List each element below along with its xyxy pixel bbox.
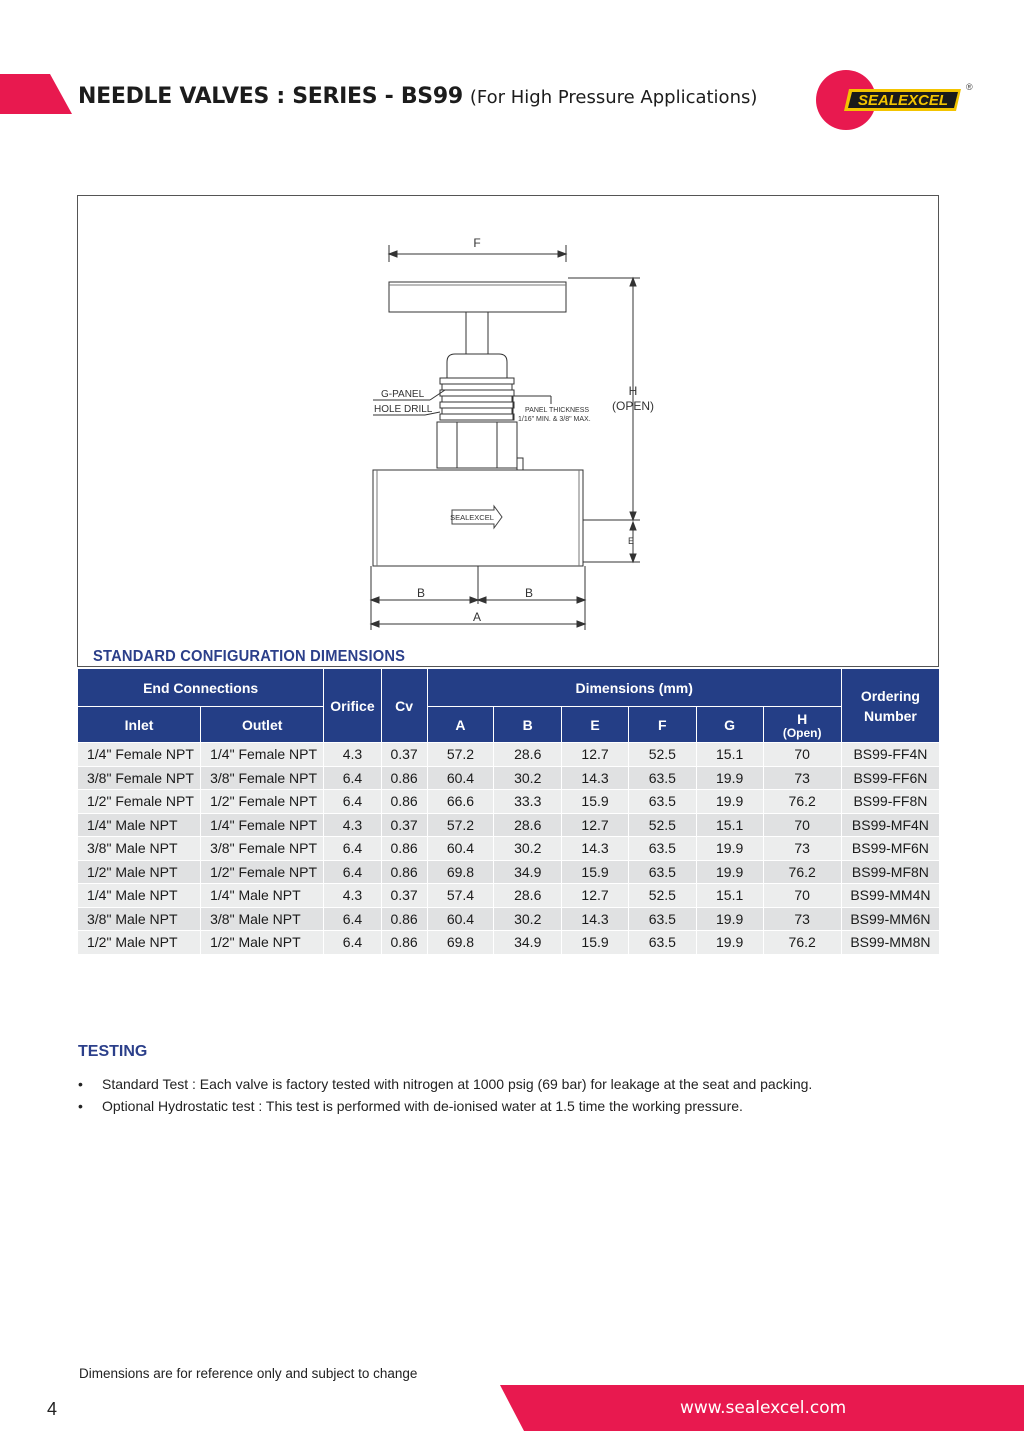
header-h-note: (Open) (782, 725, 822, 740)
testing-item-text: Standard Test : Each valve is factory tested with nitrogen at 1000 psig (69 bar) for leakage at the seat and packing. (102, 1076, 813, 1092)
table-cell: 14.3 (562, 837, 629, 861)
header-outlet: Outlet (201, 707, 324, 743)
table-cell: BS99-MF6N (841, 837, 939, 861)
table-cell: 1/4" Male NPT (78, 813, 201, 837)
table-cell: 12.7 (562, 813, 629, 837)
table-cell: 1/4" Female NPT (201, 813, 324, 837)
table-cell: 12.7 (562, 884, 629, 908)
table-cell: 3/8" Male NPT (201, 907, 324, 931)
table-cell: BS99-FF6N (841, 766, 939, 790)
testing-list (78, 1074, 812, 1118)
table-cell: 69.8 (427, 931, 494, 955)
table-cell: 1/2" Female NPT (78, 790, 201, 814)
registered-mark: ® (966, 82, 973, 92)
table-cell: 4.3 (324, 743, 381, 767)
table-cell: BS99-MM4N (841, 884, 939, 908)
table-cell: 0.37 (381, 884, 427, 908)
table-cell: 28.6 (494, 743, 562, 767)
table-cell: 0.86 (381, 790, 427, 814)
table-row (78, 766, 940, 790)
table-cell: 1/2" Male NPT (78, 860, 201, 884)
table-cell: 19.9 (696, 907, 763, 931)
table-cell: 52.5 (628, 743, 696, 767)
table-cell: 15.1 (696, 884, 763, 908)
testing-item-hydrostatic (78, 1096, 812, 1118)
table-row (78, 907, 940, 931)
header-inlet: Inlet (78, 707, 201, 743)
table-cell: 15.1 (696, 743, 763, 767)
table-row (78, 743, 940, 767)
dim-label-h-open: (OPEN) (612, 399, 654, 413)
table-cell: 57.2 (427, 813, 494, 837)
table-cell: 1/4" Male NPT (78, 884, 201, 908)
table-cell: 69.8 (427, 860, 494, 884)
table-cell: 4.3 (324, 813, 381, 837)
panel-thickness-range: 1/16" MIN. & 3/8" MAX. (518, 416, 591, 423)
g-panel-label: G-PANEL (381, 389, 425, 400)
table-cell: 19.9 (696, 790, 763, 814)
table-cell: 28.6 (494, 813, 562, 837)
table-cell: 3/8" Male NPT (78, 837, 201, 861)
dimensions-table-body (78, 743, 940, 955)
header-h (763, 707, 841, 743)
dim-label-a: A (472, 610, 482, 624)
header-e: E (562, 707, 629, 743)
table-cell: 6.4 (324, 837, 381, 861)
table-row (78, 884, 940, 908)
table-cell: 63.5 (628, 837, 696, 861)
body-brand-text: SEALEXCEL (450, 513, 494, 522)
table-cell: 60.4 (427, 766, 494, 790)
table-cell: 63.5 (628, 766, 696, 790)
bullet: • (78, 1098, 83, 1114)
table-cell: 6.4 (324, 790, 381, 814)
table-cell: 1/4" Male NPT (201, 884, 324, 908)
table-cell: BS99-FF8N (841, 790, 939, 814)
table-cell: 6.4 (324, 860, 381, 884)
table-cell: 19.9 (696, 931, 763, 955)
dim-label-h: H (628, 384, 638, 398)
table-cell: 15.9 (562, 931, 629, 955)
table-cell: 14.3 (562, 907, 629, 931)
table-cell: BS99-MM8N (841, 931, 939, 955)
table-cell: 76.2 (763, 860, 841, 884)
table-cell: 30.2 (494, 907, 562, 931)
table-cell: 3/8" Male NPT (78, 907, 201, 931)
header-ordering-number (841, 669, 939, 743)
table-cell: 70 (763, 813, 841, 837)
table-cell: 15.9 (562, 860, 629, 884)
dim-label-f: F (473, 236, 481, 250)
table-cell: 57.4 (427, 884, 494, 908)
table-cell: 0.86 (381, 860, 427, 884)
table-cell: 6.4 (324, 931, 381, 955)
header-g: G (696, 707, 763, 743)
table-cell: 19.9 (696, 860, 763, 884)
header-end-connections: End Connections (78, 669, 324, 707)
table-cell: 52.5 (628, 813, 696, 837)
table-cell: 1/4" Female NPT (78, 743, 201, 767)
valve-diagram (0, 0, 1024, 700)
table-cell: BS99-MM6N (841, 907, 939, 931)
page-number: 4 (47, 1399, 58, 1419)
table-cell: 30.2 (494, 766, 562, 790)
table-cell: 15.1 (696, 813, 763, 837)
dim-label-e: E (627, 536, 635, 546)
table-cell: 1/2" Male NPT (78, 931, 201, 955)
table-row (78, 837, 940, 861)
table-cell: 34.9 (494, 931, 562, 955)
hole-drill-label: HOLE DRILL (374, 404, 433, 415)
table-row (78, 790, 940, 814)
dimensions-disclaimer: Dimensions are for reference only and subject to change (79, 1366, 418, 1381)
section-title: STANDARD CONFIGURATION DIMENSIONS (93, 648, 406, 665)
testing-item-text: Optional Hydrostatic test : This test is performed with de-ionised water at 1.5 time the working pressure. (102, 1098, 743, 1114)
table-cell: 28.6 (494, 884, 562, 908)
header-ordering-number-text: Ordering Number (860, 687, 920, 724)
table-cell: 63.5 (628, 860, 696, 884)
table-cell: BS99-FF4N (841, 743, 939, 767)
table-cell: 1/2" Female NPT (201, 860, 324, 884)
table-cell: 14.3 (562, 766, 629, 790)
table-cell: 4.3 (324, 884, 381, 908)
table-cell: 3/8" Female NPT (201, 837, 324, 861)
table-row (78, 860, 940, 884)
table-cell: 6.4 (324, 907, 381, 931)
testing-title: TESTING (78, 1043, 148, 1060)
table-cell: 0.86 (381, 766, 427, 790)
table-cell: 19.9 (696, 837, 763, 861)
dimensions-table (77, 668, 940, 955)
table-cell: BS99-MF4N (841, 813, 939, 837)
table-cell: 57.2 (427, 743, 494, 767)
table-cell: 6.4 (324, 766, 381, 790)
table-cell: 60.4 (427, 907, 494, 931)
table-cell: 15.9 (562, 790, 629, 814)
table-cell: 1/2" Male NPT (201, 931, 324, 955)
table-cell: 0.86 (381, 837, 427, 861)
website-link[interactable]: www.sealexcel.com (680, 1398, 847, 1418)
page-title-main: NEEDLE VALVES : SERIES - BS99 (78, 84, 463, 109)
table-row (78, 931, 940, 955)
table-cell: 70 (763, 884, 841, 908)
table-cell: 1/4" Female NPT (201, 743, 324, 767)
table-cell: 63.5 (628, 907, 696, 931)
table-cell: 0.86 (381, 931, 427, 955)
table-cell: BS99-MF8N (841, 860, 939, 884)
table-cell: 34.9 (494, 860, 562, 884)
table-cell: 76.2 (763, 790, 841, 814)
table-cell: 63.5 (628, 790, 696, 814)
table-cell: 76.2 (763, 931, 841, 955)
table-cell: 0.37 (381, 813, 427, 837)
table-cell: 3/8" Female NPT (201, 766, 324, 790)
table-cell: 73 (763, 907, 841, 931)
table-cell: 0.37 (381, 743, 427, 767)
header-h-letter: H (797, 710, 808, 727)
bullet: • (78, 1076, 83, 1092)
header-cv: Cv (381, 669, 427, 743)
header-dimensions: Dimensions (mm) (427, 669, 841, 707)
header-b: B (494, 707, 562, 743)
table-cell: 66.6 (427, 790, 494, 814)
table-cell: 12.7 (562, 743, 629, 767)
table-cell: 1/2" Female NPT (201, 790, 324, 814)
panel-thickness-label: PANEL THICKNESS (525, 407, 590, 414)
table-cell: 60.4 (427, 837, 494, 861)
table-row (78, 813, 940, 837)
table-cell: 63.5 (628, 931, 696, 955)
logo-text: SEALEXCEL (857, 92, 949, 109)
table-cell: 33.3 (494, 790, 562, 814)
header-orifice: Orifice (324, 669, 381, 743)
page-title-sub: (For High Pressure Applications) (469, 87, 758, 108)
table-cell: 30.2 (494, 837, 562, 861)
table-cell: 0.86 (381, 907, 427, 931)
testing-item-standard (78, 1074, 812, 1096)
header-a: A (427, 707, 494, 743)
dim-label-b-right: B (524, 586, 534, 600)
table-cell: 52.5 (628, 884, 696, 908)
table-cell: 73 (763, 766, 841, 790)
table-cell: 19.9 (696, 766, 763, 790)
table-cell: 73 (763, 837, 841, 861)
table-cell: 70 (763, 743, 841, 767)
dim-label-b-left: B (416, 586, 426, 600)
table-cell: 3/8" Female NPT (78, 766, 201, 790)
header-f: F (628, 707, 696, 743)
